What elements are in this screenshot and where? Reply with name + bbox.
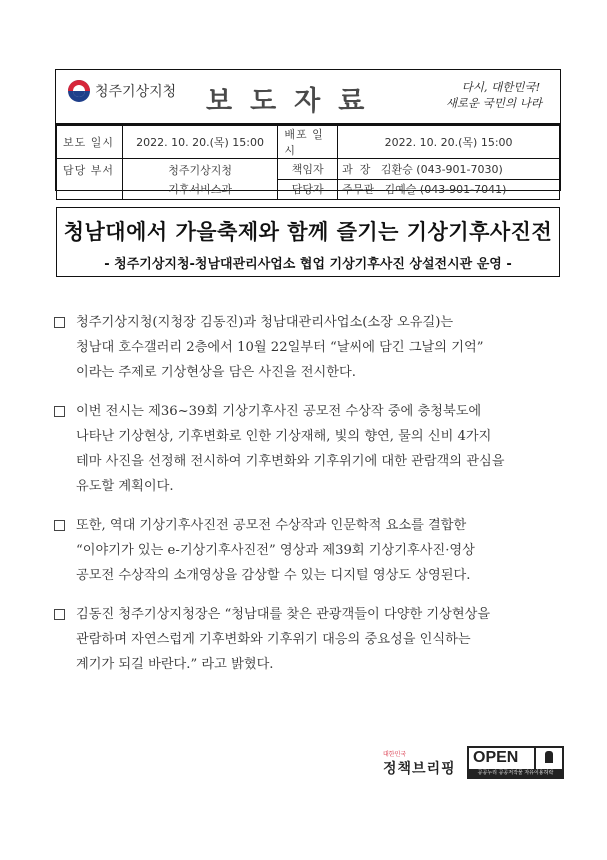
paragraph-line: 유도할 계획이다. <box>76 479 174 494</box>
slogan <box>446 79 542 111</box>
paragraph-line: 또한, 역대 기상기후사진전 공모전 수상작과 인문학적 요소를 결합한 <box>76 518 467 533</box>
manager-value: 과 장 김환승 (043-901-7030) <box>338 159 560 180</box>
article-body <box>54 310 554 691</box>
paragraph-2 <box>54 399 554 499</box>
paragraph-line: 관람하며 자연스럽게 기후변화와 기후위기 대응의 중요성을 인식하는 <box>76 632 471 647</box>
manager-label: 책임자 <box>278 159 338 180</box>
department-line-2: 기후서비스과 <box>168 183 232 196</box>
policy-briefing-logo <box>383 749 456 778</box>
open-license-strip: 공공누리 공공저작물 자유이용허락 <box>469 769 562 777</box>
checkbox-bullet-icon <box>54 406 65 417</box>
paragraph-line: 김동진 청주기상지청장은 “청남대를 찾은 관광객들이 다양한 기상현상을 <box>76 607 491 622</box>
person-attribution-icon <box>534 748 562 770</box>
contact-label: 담당자 <box>278 179 338 200</box>
agency-logo <box>68 80 176 102</box>
table-row <box>57 159 560 180</box>
subheadline: - 청주기상지청-청남대관리사업소 협업 기상기후사진 상설전시관 운영 - <box>104 257 512 272</box>
table-row <box>57 126 560 159</box>
distribution-date-label: 배포 일시 <box>278 126 338 159</box>
footer-logos <box>383 746 568 786</box>
paragraph-line: “이야기가 있는 e-기상기후사진전” 영상과 제39회 기상기후사진·영상 <box>76 543 475 558</box>
paragraph-line: 테마 사진을 선정해 전시하여 기후변화와 기후위기에 대한 관람객의 관심을 <box>76 454 505 469</box>
press-release-header <box>55 69 561 197</box>
headline-box <box>56 207 560 277</box>
checkbox-bullet-icon <box>54 609 65 620</box>
slogan-line-1: 다시, 대한민국! <box>461 80 541 94</box>
distribution-date-value: 2022. 10. 20.(목) 15:00 <box>338 126 560 159</box>
paragraph-4 <box>54 602 554 677</box>
logo-band <box>56 70 560 125</box>
department-line-1: 청주기상지청 <box>168 164 232 177</box>
release-info-table <box>56 125 560 200</box>
report-date-value: 2022. 10. 20.(목) 15:00 <box>122 126 278 159</box>
paragraph-line: 청주기상지청(지청장 김동진)과 청남대관리사업소(소장 오유길)는 <box>76 315 454 330</box>
paragraph-1 <box>54 310 554 385</box>
paragraph-line: 청남대 호수갤러리 2층에서 10월 22일부터 “날씨에 담긴 그날의 기억” <box>76 340 484 355</box>
kogl-open-badge <box>467 746 564 779</box>
taeguk-emblem-icon <box>68 80 90 102</box>
press-release-title: 보도자료 <box>206 86 383 117</box>
paragraph-line: 나타난 기상현상, 기후변화로 인한 기상재해, 빛의 향연, 물의 신비 4가지 <box>76 429 492 444</box>
headline: 청남대에서 가을축제와 함께 즐기는 기상기후사진전 <box>63 220 553 244</box>
department-value <box>122 159 278 200</box>
checkbox-bullet-icon <box>54 520 65 531</box>
briefing-big-text: 정책브리핑 <box>383 761 456 777</box>
report-date-label: 보도 일시 <box>57 126 123 159</box>
paragraph-line: 이번 전시는 제36~39회 기상기후사진 공모전 수상작 중에 충청북도에 <box>76 404 482 419</box>
slogan-line-2: 새로운 국민의 나라 <box>445 96 542 110</box>
agency-name: 청주기상지청 <box>95 84 177 100</box>
paragraph-3 <box>54 513 554 588</box>
checkbox-bullet-icon <box>54 317 65 328</box>
paragraph-line: 공모전 수상작의 소개영상을 감상할 수 있는 디지털 영상도 상영된다. <box>76 568 471 583</box>
contact-value: 주무관 김예슬 (043-901-7041) <box>338 179 560 200</box>
briefing-small-text: 대한민국 <box>383 751 407 758</box>
open-label: OPEN <box>473 749 519 766</box>
paragraph-line: 이라는 주제로 기상현상을 담은 사진을 전시한다. <box>76 365 356 380</box>
department-label: 담당 부서 <box>57 159 123 200</box>
paragraph-line: 계기가 되길 바란다.” 라고 밝혔다. <box>76 657 274 672</box>
